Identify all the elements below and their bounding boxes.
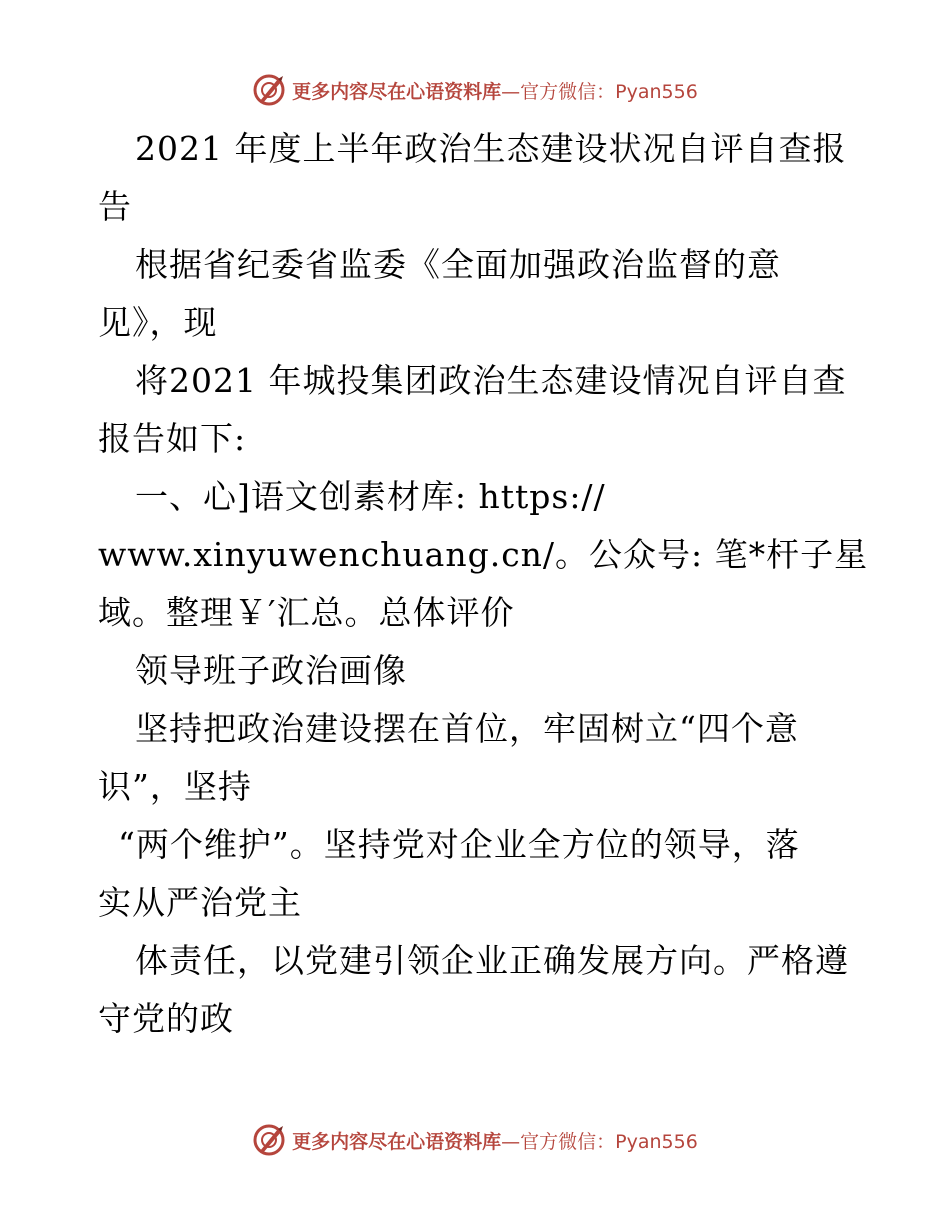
document-line: www.xinyuwenchuang.cn/。公众号: 笔*杆子星 bbox=[98, 535, 869, 574]
document-line: 体责任，以党建引领企业正确发展方向。严格遵 bbox=[135, 941, 849, 980]
banner-main-text: 更多内容尽在心语资料库 bbox=[292, 80, 502, 103]
document-line: 域。整理￥′汇总。总体评价 bbox=[98, 593, 515, 632]
pen-logo-icon bbox=[252, 1123, 286, 1157]
document-line: 告 bbox=[98, 187, 132, 226]
document-line: 见》，现 bbox=[98, 303, 218, 342]
document-body bbox=[98, 120, 869, 1048]
header-banner bbox=[0, 70, 950, 110]
document-line: 报告如下: bbox=[98, 419, 247, 458]
pen-logo-icon bbox=[252, 73, 286, 107]
document-line: 守党的政 bbox=[98, 999, 234, 1038]
document-line: 一、心]语文创素材库: https:// bbox=[135, 477, 606, 516]
document-line: 根据省纪委省监委《全面加强政治监督的意 bbox=[135, 245, 781, 284]
banner-main-text: 更多内容尽在心语资料库 bbox=[292, 1130, 502, 1153]
banner-wechat-text: —官方微信：Pyan556 bbox=[501, 1130, 698, 1153]
document-line: 实从严治党主 bbox=[98, 883, 302, 922]
banner-wechat-text: —官方微信：Pyan556 bbox=[501, 80, 698, 103]
footer-banner bbox=[0, 1120, 950, 1160]
document-line: 领导班子政治画像 bbox=[135, 651, 407, 690]
document-line: “两个维护”。坚持党对企业全方位的领导，落 bbox=[118, 825, 800, 864]
document-line: 识”，坚持 bbox=[98, 767, 252, 806]
document-line: 坚持把政治建设摆在首位，牢固树立“四个意 bbox=[135, 709, 799, 748]
document-line: 将2021 年城投集团政治生态建设情况自评自查 bbox=[135, 361, 847, 400]
document-line: 2021 年度上半年政治生态建设状况自评自查报 bbox=[135, 129, 847, 168]
